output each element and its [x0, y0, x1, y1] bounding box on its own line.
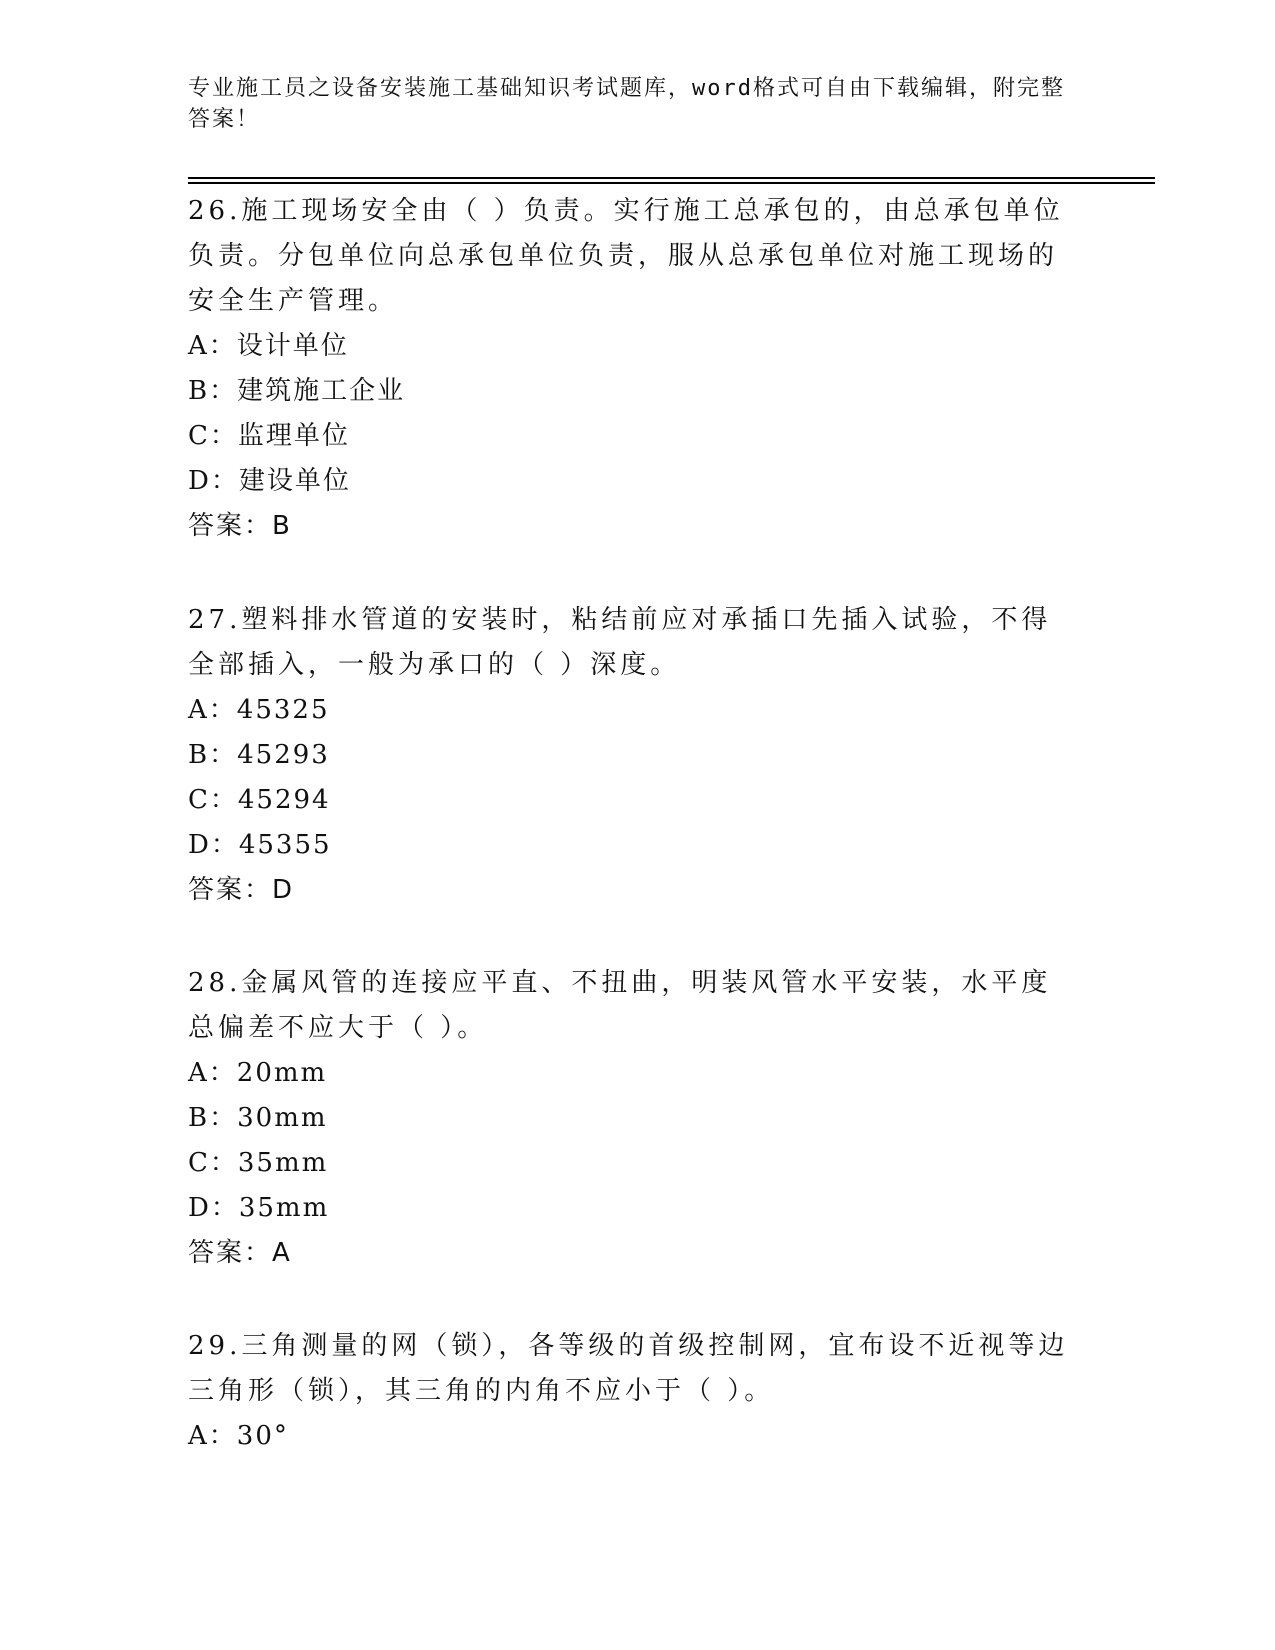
question-stem: 27.塑料排水管道的安装时，粘结前应对承插口先插入试验，不得全部插入，一般为承口的（ ）深度。 [188, 605, 1052, 680]
question-26 [188, 189, 1078, 549]
option-d: D：45355 [188, 830, 332, 860]
question-29 [188, 1324, 1078, 1459]
question-27 [188, 598, 1078, 913]
option-b: B：建筑施工企业 [188, 376, 406, 406]
option-a: A：设计单位 [188, 331, 349, 361]
option-b: B：45293 [188, 740, 330, 770]
answer: 答案：A [188, 1238, 292, 1268]
question-stem: 28.金属风管的连接应平直、不扭曲，明装风管水平安装，水平度总偏差不应大于（ ）。 [188, 968, 1052, 1043]
document-header: 专业施工员之设备安装施工基础知识考试题库，word格式可自由下载编辑，附完整答案！ [188, 76, 1065, 132]
header-divider-bottom [188, 182, 1155, 184]
answer: 答案：B [188, 511, 292, 541]
option-c: C：监理单位 [188, 421, 350, 451]
question-stem: 26.施工现场安全由（ ）负责。实行施工总承包的，由总承包单位负责。分包单位向总承包单位负责，服从总承包单位对施工现场的安全生产管理。 [188, 196, 1064, 316]
question-stem: 29.三角测量的网（锁），各等级的首级控制网，宜布设不近视等边三角形（锁），其三角的内角不应小于（ ）。 [188, 1331, 1069, 1406]
question-28 [188, 961, 1078, 1276]
option-d: D：35mm [188, 1193, 330, 1223]
header-divider-top [188, 177, 1155, 179]
option-c: C：35mm [188, 1148, 329, 1178]
option-b: B：30mm [188, 1103, 328, 1133]
option-a: A：30° [188, 1421, 289, 1451]
option-a: A：20mm [188, 1058, 328, 1088]
answer: 答案：D [188, 875, 295, 905]
option-a: A：45325 [188, 695, 330, 725]
option-c: C：45294 [188, 785, 331, 815]
option-d: D：建设单位 [188, 466, 351, 496]
